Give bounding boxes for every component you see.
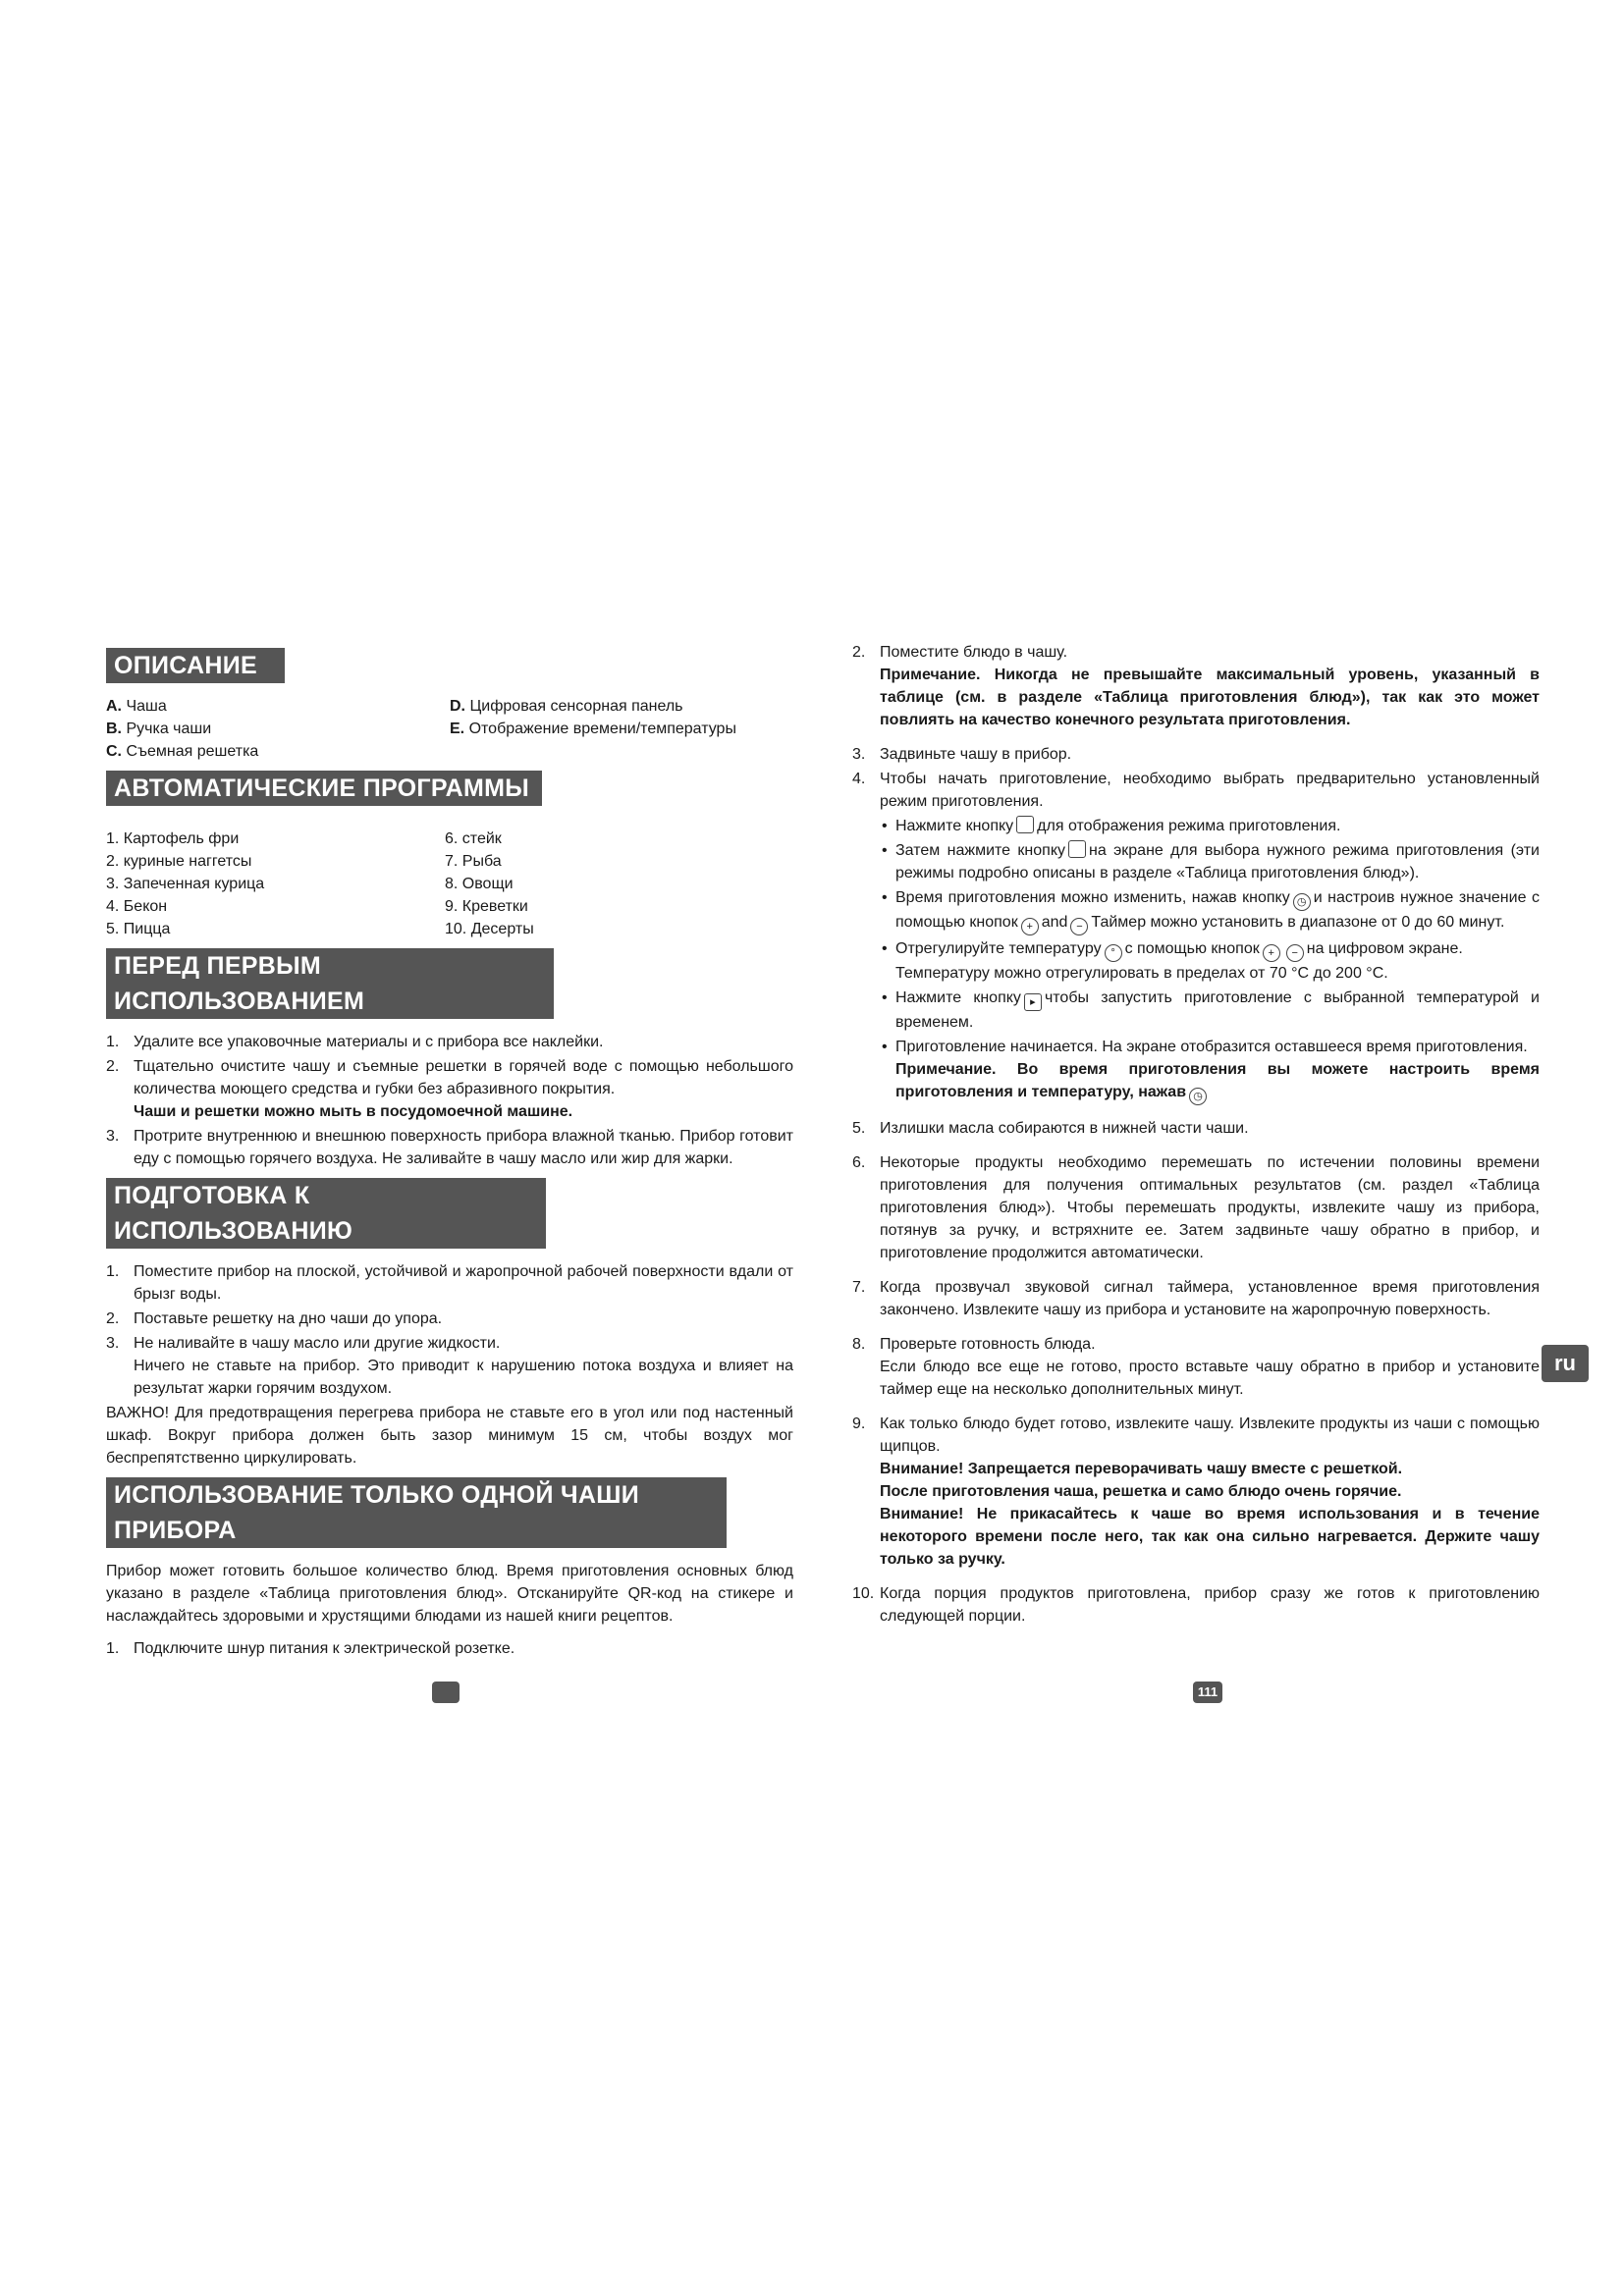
left-column: [106, 648, 793, 1668]
language-tab: ru: [1542, 1345, 1589, 1382]
section-auto-programs: [106, 771, 793, 940]
part-b: Ручка чаши: [126, 721, 212, 737]
list-item: Проверьте готовность блюда.: [880, 1336, 1096, 1353]
airflow-note: Ничего не ставьте на прибор. Это приводит к нарушению потока воздуха и влияет на результат жарки горячим воздухом.: [134, 1358, 793, 1397]
plus-icon: +: [1021, 918, 1039, 935]
part-a: Чаша: [126, 698, 167, 715]
timer-icon: ◷: [1293, 893, 1311, 911]
program-item: 9. Креветки: [445, 898, 528, 915]
warning-note: Внимание! Запрещается переворачивать чашу вместе с решеткой.: [880, 1461, 1403, 1477]
intro-paragraph: Прибор может готовить большое количество блюд. Время приготовления основных блюд указано в разделе «Таблица приготовления блюд». Отсканируйте QR-код на стикере и наслаждайтесь здоровыми и хрустящими блюдами из нашей книги рецептов.: [106, 1563, 793, 1625]
timer-icon: ◷: [1189, 1088, 1207, 1105]
mode-button-icon: [1016, 816, 1034, 833]
section-preparation: ПОДГОТОВКА К ИСПОЛЬЗОВАНИЮ 1. Поместите прибор на плоской, устойчивой и жаропрочной рабочей поверхности вдали от брызг воды. 2. Поставьте решетку на дно чаши до упора. 3. Не наливайте в чашу масло или другие жидкости. Ничего не ставьте на прибор. Это приводит к нарушению потока воздуха и влияет на результат жарки горячим воздухом. ВАЖНО! Для предотвращения перегрева прибора не ставьте его в угол или под настенный шкаф. Вокруг прибора должен быть зазор минимум 15 см, чтобы воздух мог беспрепятственно циркулировать.: [106, 1178, 793, 1469]
list-item: Поместите прибор на плоской, устойчивой и жаропрочной рабочей поверхности вдали от брызг воды.: [134, 1263, 793, 1303]
list-item: Не наливайте в чашу масло или другие жидкости.: [134, 1335, 501, 1352]
section-heading: ПОДГОТОВКА К ИСПОЛЬЗОВАНИЮ: [106, 1178, 546, 1249]
program-item: 4. Бекон: [106, 898, 168, 915]
program-item: 1. Картофель фри: [106, 830, 240, 847]
start-stop-icon: ▸: [1024, 993, 1042, 1011]
list-item: Поместите блюдо в чашу.: [880, 644, 1068, 661]
part-e: Отображение времени/температуры: [468, 721, 736, 737]
list-item: Некоторые продукты необходимо перемешать по истечении половины времени приготовления для получения оптимальных результатов (см. раздел «Таблица приготовления блюд»). Чтобы перемешать продукты, извлеките чашу из прибора, потянув за ручку, и встряхните ее. Затем задвиньте чашу обратно в прибор, и приготовление продолжится автоматически.: [880, 1154, 1540, 1261]
list-item: Поставьте решетку на дно чаши до упора.: [134, 1310, 443, 1327]
thermometer-icon: °: [1105, 944, 1122, 962]
page-number: 111: [1193, 1682, 1222, 1703]
section-before-first-use: ПЕРЕД ПЕРВЫМ ИСПОЛЬЗОВАНИЕМ 1. Удалите все упаковочные материалы и с прибора все наклейки. 2. Тщательно очистите чашу и съемные решетки в горячей воде с помощью небольшого количества моющего средства и губки без абразивного покрытия. Чаши и решетки можно мыть в посудомоечной машине. 3. Протрите внутреннюю и внешнюю поверхность прибора влажной тканью. Прибор готовит еду с помощью горячего воздуха. Не заливайте в чашу масло или жир для жарки.: [106, 948, 793, 1170]
section-heading: АВТОМАТИЧЕСКИЕ ПРОГРАММЫ: [106, 771, 542, 806]
part-c: Съемная решетка: [126, 743, 259, 760]
section-heading: ИСПОЛЬЗОВАНИЕ ТОЛЬКО ОДНОЙ ЧАШИ ПРИБОРА: [106, 1477, 727, 1548]
program-item: 5. Пицца: [106, 921, 171, 937]
section-single-basket: ИСПОЛЬЗОВАНИЕ ТОЛЬКО ОДНОЙ ЧАШИ ПРИБОРА Прибор может готовить большое количество блюд. Время приготовления основных блюд указано в разделе «Таблица приготовления блюд». Отсканируйте QR-код на стикере и наслаждайтесь здоровыми и хрустящими блюдами из нашей книги рецептов. 1. Подключите шнур питания к электрической розетке.: [106, 1477, 793, 1660]
list-item: Тщательно очистите чашу и съемные решетки в горячей воде с помощью небольшого количества моющего средства и губки без абразивного покрытия.: [134, 1058, 793, 1097]
program-item: 7. Рыба: [445, 853, 502, 870]
program-item: 6. стейк: [445, 830, 502, 847]
minus-icon: −: [1286, 944, 1304, 962]
program-item: 3. Запеченная курица: [106, 876, 265, 892]
minus-icon: −: [1070, 918, 1088, 935]
list-item: Задвиньте чашу в прибор.: [880, 746, 1072, 763]
list-item: Чтобы начать приготовление, необходимо выбрать предварительно установленный режим приготовления.: [880, 771, 1540, 810]
page-number-badge-left: [432, 1682, 460, 1703]
plus-icon: +: [1263, 944, 1280, 962]
section-description: ОПИСАНИЕ A. Чаша B. Ручка чаши C. Съемная решетка D. Цифровая сенсорная панель E. Отображение времени/температуры: [106, 648, 793, 763]
max-level-note: Примечание. Никогда не превышайте максимальный уровень, указанный в таблице (см. в разделе «Таблица приготовления блюд»), так как это может повлиять на качество конечного результата приготовления.: [880, 667, 1540, 728]
dishwasher-note: Чаши и решетки можно мыть в посудомоечной машине.: [134, 1103, 573, 1120]
list-item: Когда прозвучал звуковой сигнал таймера, установленное время приготовления закончено. Извлеките чашу из прибора и установите на жаропрочную поверхность.: [880, 1279, 1540, 1318]
warning-note: Внимание! Не прикасайтесь к чаше во время использования и в течение некоторого времени после него, так как она сильно нагревается. Держите чашу только за ручку.: [880, 1506, 1540, 1568]
mode-button-icon: [1068, 840, 1086, 858]
list-item: Удалите все упаковочные материалы и с прибора все наклейки.: [134, 1034, 604, 1050]
part-d: Цифровая сенсорная панель: [469, 698, 683, 715]
section-heading: ОПИСАНИЕ: [106, 648, 285, 683]
list-item: Подключите шнур питания к электрической розетке.: [134, 1640, 515, 1657]
section-heading: ПЕРЕД ПЕРВЫМ ИСПОЛЬЗОВАНИЕМ: [106, 948, 554, 1019]
program-item: 8. Овощи: [445, 876, 514, 892]
list-item: Излишки масла собираются в нижней части чаши.: [880, 1120, 1249, 1137]
program-item: 2. куриные наггетсы: [106, 853, 252, 870]
important-note: ВАЖНО! Для предотвращения перегрева прибора не ставьте его в угол или под настенный шкаф. Вокруг прибора должен быть зазор минимум 15 см, чтобы воздух мог беспрепятственно циркулировать.: [106, 1405, 793, 1467]
list-item: Когда порция продуктов приготовлена, прибор сразу же готов к приготовлению следующей порции.: [880, 1585, 1540, 1625]
right-column: 2. Поместите блюдо в чашу. Примечание. Никогда не превышайте максимальный уровень, указанный в таблице (см. в разделе «Таблица приготовления блюд»), так как это может повлиять на качество конечного результата приготовления. 3. Задвиньте чашу в прибор. 4. Чтобы начать приготовление, необходимо выбрать предварительно установленный режим приготовления. • Нажмите кнопку для отображения режима приготовления. • Затем нажмите кнопку на экране для выбора нужного режима приготовления (эти режимы подробно описаны в разделе «Таблица приготовления блюд»). • Время приготовления можно изменить, нажав кнопку ◷ и настроив нужное значение с помощью кнопок + and − Таймер можно установить в диапазоне от 0 до 60 минут. • Отрегулируйте температуру ° с помощью кнопок + − на цифровом экране. Температуру можно отрегулировать в пределах от 70 °С до 200 °С. • Нажмите кнопку ▸ чтобы запустить приготовление с выбранной температурой и временем. • Приготовление начинается. На экране отобразится оставшееся время приготовления. Примечание. Во время приготовления вы можете настроить время приготовления и температуру, нажав ◷ 5. Излишки масла собираются в нижней части чаши. 6. Некоторые продукты необходимо перемешать по истечении половины времени приготовления для получения оптимальных результатов (см. раздел «Таблица приготовления блюд»). Чтобы перемешать продукты, извлеките чашу из прибора, потянув за ручку, и встряхните ее. Затем задвиньте чашу обратно в прибор, и приготовление продолжится автоматически. 7. Когда прозвучал звуковой сигнал таймера, установленное время приготовления закончено. Извлеките чашу из прибора и установите на жаропрочную поверхность. 8. Проверьте готовность блюда. Если блюдо все еще не готово, просто вставьте чашу обратно в прибор и установите таймер еще на несколько дополнительных минут. 9. Как только блюдо будет готово, извлеките чашу. Извлеките продукты из чаши с помощью щипцов. Внимание! Запрещается переворачивать чашу вместе с решеткой. После приготовления чаша, решетка и само блюдо очень горячие. Внимание! Не прикасайтесь к чаше во время использования и в течение некоторого времени после него, так как она сильно нагревается. Держите чашу только за ручку. 10. Когда порция продуктов приготовлена, прибор сразу же готов к приготовлению следующей порции.: [852, 641, 1540, 1629]
list-item: Протрите внутреннюю и внешнюю поверхность прибора влажной тканью. Прибор готовит еду с помощью горячего воздуха. Не заливайте в чашу масло или жир для жарки.: [134, 1128, 793, 1167]
list-item: Как только блюдо будет готово, извлеките чашу. Извлеките продукты из чаши с помощью щипцов.: [880, 1415, 1540, 1455]
program-item: 10. Десерты: [445, 921, 534, 937]
warning-note: После приготовления чаша, решетка и само блюдо очень горячие.: [880, 1483, 1402, 1500]
